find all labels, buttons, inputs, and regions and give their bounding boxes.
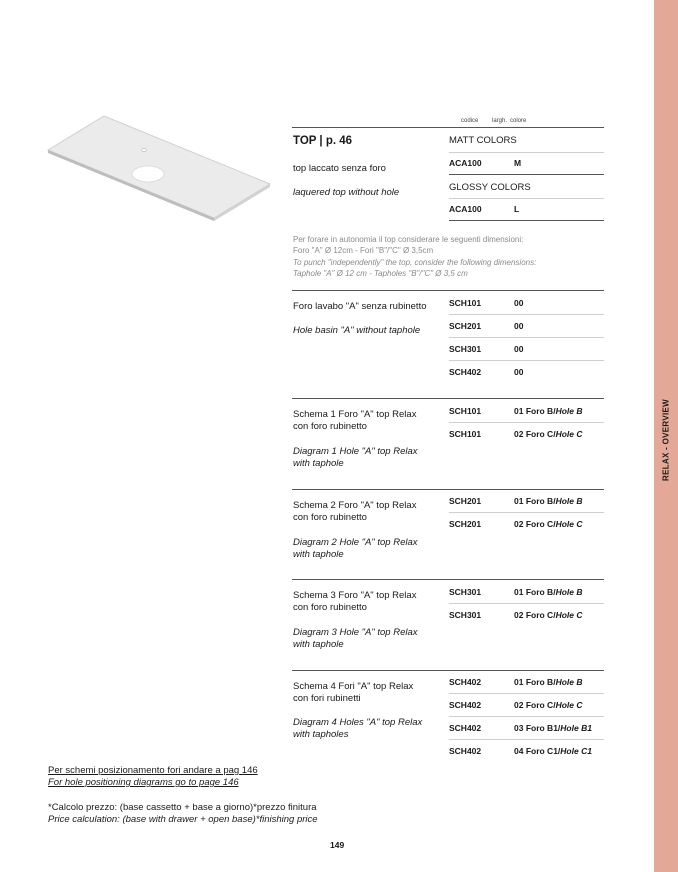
matt-colors-label: MATT COLORS xyxy=(449,135,517,146)
value-en: Hole B xyxy=(555,406,583,416)
schema-desc-en: Diagram 4 Holes "A" top Relax xyxy=(293,717,423,728)
note-line: Taphole "A" Ø 12 cm - Tapholes "B"/"C" Ø 3,5 cm xyxy=(293,269,468,278)
schema-desc-it: Schema 4 Fori "A" top Relax xyxy=(293,681,414,692)
divider xyxy=(449,198,604,199)
schema-desc-en: Diagram 2 Hole "A" top Relax xyxy=(293,537,418,548)
basin-code: SCH101 xyxy=(449,298,482,308)
matt-code: ACA100 xyxy=(449,158,482,168)
schema-desc-it: Schema 3 Foro "A" top Relax xyxy=(293,590,417,601)
glossy-code: ACA100 xyxy=(449,204,482,214)
divider xyxy=(292,489,604,490)
schema-value xyxy=(514,496,582,506)
value-it: 01 Foro B/ xyxy=(514,406,556,416)
product-desc-en: laquered top without hole xyxy=(293,187,400,198)
value-en: Hole B1 xyxy=(560,723,592,733)
divider xyxy=(449,174,604,175)
schema-value xyxy=(514,700,582,710)
divider xyxy=(449,693,604,694)
divider xyxy=(292,127,604,128)
product-title: TOP | p. 46 xyxy=(293,135,353,147)
schema-value xyxy=(514,677,582,687)
value-it: 01 Foro B/ xyxy=(514,677,556,687)
value-it: 01 Foro B/ xyxy=(514,587,556,597)
top-slab-face xyxy=(48,116,270,218)
note-line: Per forare in autonomia il top considerare le seguenti dimensioni: xyxy=(293,235,524,244)
basin-value: 00 xyxy=(514,321,524,331)
value-en: Hole C xyxy=(555,519,583,529)
schema-value xyxy=(514,587,582,597)
divider xyxy=(449,152,604,153)
divider xyxy=(449,603,604,604)
glossy-colors-label: GLOSSY COLORS xyxy=(449,182,531,193)
schema-value xyxy=(514,406,582,416)
schema-desc-it: con fori rubinetti xyxy=(293,693,361,704)
divider xyxy=(449,422,604,423)
schema-desc-en: Diagram 1 Hole "A" top Relax xyxy=(293,446,418,457)
divider xyxy=(449,314,604,315)
schema-code: SCH402 xyxy=(449,723,482,733)
schema-desc-it: con foro rubinetto xyxy=(293,512,367,523)
section-label: RELAX - OVERVIEW xyxy=(661,399,671,481)
schema-code: SCH402 xyxy=(449,700,482,710)
header-largh: largh. xyxy=(492,118,508,124)
value-en: Hole B xyxy=(555,677,583,687)
schema-code: SCH301 xyxy=(449,587,482,597)
schema-desc-it: Schema 1 Foro "A" top Relax xyxy=(293,409,417,420)
basin-desc-en: Hole basin "A" without taphole xyxy=(293,325,421,336)
value-en: Hole C xyxy=(555,700,583,710)
schema-code: SCH201 xyxy=(449,519,482,529)
divider xyxy=(449,220,604,221)
matt-size: M xyxy=(514,158,522,168)
value-en: Hole C xyxy=(555,610,583,620)
header-codice: codice xyxy=(461,118,479,124)
schema-code: SCH101 xyxy=(449,406,482,416)
divider xyxy=(292,670,604,671)
divider xyxy=(449,512,604,513)
basin-code: SCH402 xyxy=(449,367,482,377)
divider xyxy=(449,716,604,717)
schema-code: SCH101 xyxy=(449,429,482,439)
value-en: Hole C1 xyxy=(560,746,592,756)
basin-value: 00 xyxy=(514,298,524,308)
schema-value xyxy=(514,723,592,733)
basin-code: SCH301 xyxy=(449,344,482,354)
price-calc-en: Price calculation: (base with drawer + open base)*finishing price xyxy=(48,814,318,825)
basin-value: 00 xyxy=(514,344,524,354)
basin-hole xyxy=(132,166,164,182)
page-number: 149 xyxy=(330,840,345,850)
schema-value xyxy=(514,610,582,620)
schema-desc-en: with taphole xyxy=(293,458,344,469)
value-it: 01 Foro B/ xyxy=(514,496,556,506)
taphole xyxy=(142,149,147,152)
basin-code: SCH201 xyxy=(449,321,482,331)
note-line: To punch "independently" the top, consider the following dimensions: xyxy=(293,258,537,267)
schema-value xyxy=(514,519,582,529)
value-it: 02 Foro C/ xyxy=(514,429,556,439)
value-en: Hole C xyxy=(555,429,583,439)
value-it: 02 Foro C/ xyxy=(514,700,556,710)
divider xyxy=(292,290,604,291)
hole-diagram-link-en[interactable]: For hole positioning diagrams go to page 146 xyxy=(48,777,239,788)
basin-desc-it: Foro lavabo "A" senza rubinetto xyxy=(293,301,427,312)
schema-desc-en: Diagram 3 Hole "A" top Relax xyxy=(293,627,418,638)
value-it: 02 Foro C/ xyxy=(514,519,556,529)
glossy-size: L xyxy=(514,204,520,214)
top-illustration xyxy=(44,112,274,222)
divider xyxy=(449,360,604,361)
note-line: Foro "A" Ø 12cm - Fori "B"/"C" Ø 3,5cm xyxy=(293,246,434,255)
schema-value xyxy=(514,746,592,756)
schema-desc-it: Schema 2 Foro "A" top Relax xyxy=(293,500,417,511)
schema-code: SCH201 xyxy=(449,496,482,506)
value-it: 03 Foro B1/ xyxy=(514,723,561,733)
schema-desc-en: with taphole xyxy=(293,639,344,650)
divider xyxy=(292,398,604,399)
basin-value: 00 xyxy=(514,367,524,377)
product-desc-it: top laccato senza foro xyxy=(293,163,386,174)
schema-code: SCH402 xyxy=(449,677,482,687)
divider xyxy=(449,739,604,740)
divider xyxy=(292,579,604,580)
value-it: 04 Foro C1/ xyxy=(514,746,561,756)
price-calc-it: *Calcolo prezzo: (base cassetto + base a giorno)*prezzo finitura xyxy=(48,802,317,813)
divider xyxy=(449,337,604,338)
schema-desc-it: con foro rubinetto xyxy=(293,602,367,613)
value-en: Hole B xyxy=(555,496,583,506)
schema-code: SCH301 xyxy=(449,610,482,620)
header-colore: colore xyxy=(510,118,527,124)
value-en: Hole B xyxy=(555,587,583,597)
schema-code: SCH402 xyxy=(449,746,482,756)
schema-desc-en: with tapholes xyxy=(293,729,349,740)
schema-desc-it: con foro rubinetto xyxy=(293,421,367,432)
schema-value xyxy=(514,429,582,439)
value-it: 02 Foro C/ xyxy=(514,610,556,620)
hole-diagram-link-it[interactable]: Per schemi posizionamento fori andare a pag 146 xyxy=(48,765,258,776)
schema-desc-en: with taphole xyxy=(293,549,344,560)
